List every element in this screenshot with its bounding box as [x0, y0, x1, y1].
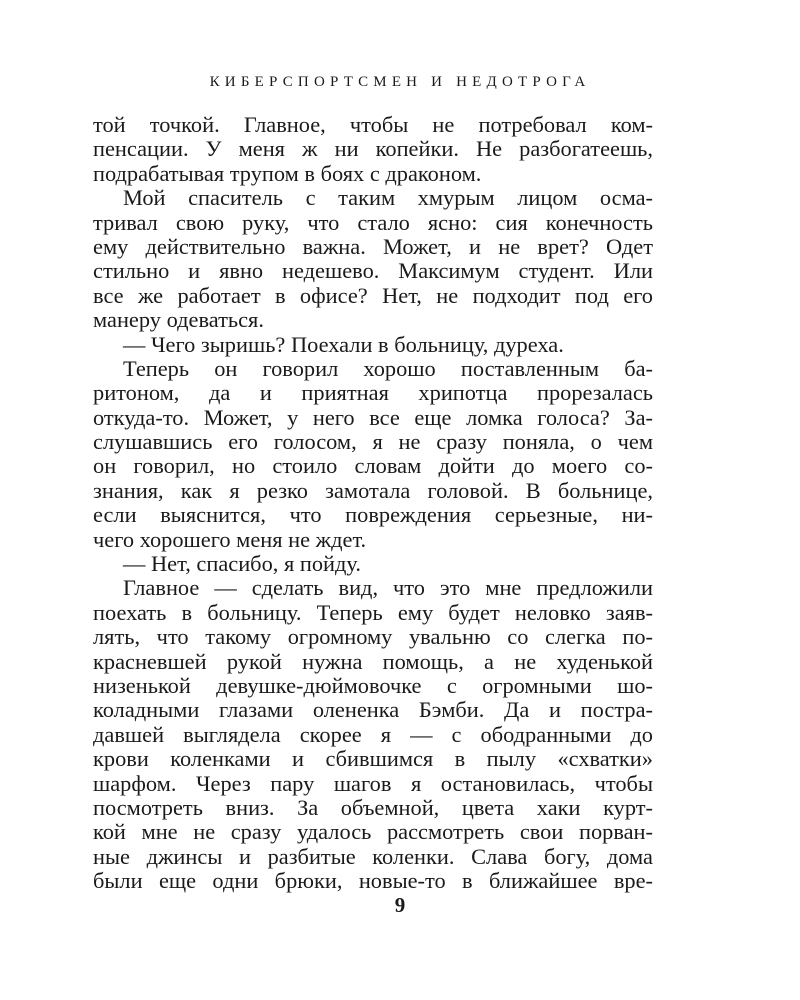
- text-line: подрабатывая трупом в боях с драконом.: [93, 160, 482, 186]
- text-line: тривал свою руку, что стало ясно: сия конечность: [93, 209, 653, 235]
- text-line: красневшей рукой нужна помощь, а не худенькой: [93, 648, 653, 674]
- running-head: КИБЕРСПОРТСМЕН И НЕДОТРОГА: [209, 74, 591, 90]
- text-line: Главное — сделать вид, что это мне предложили: [123, 575, 653, 601]
- text-line: все же работает в офисе? Нет, не подходит под его: [93, 282, 653, 308]
- text-line: поехать в больницу. Теперь ему будет неловко заяв-: [93, 599, 653, 625]
- page-number: 9: [394, 893, 406, 917]
- text-line: если выяснится, что повреждения серьезные, ни-: [93, 502, 653, 528]
- text-line: были еще одни брюки, новые-то в ближайшее вре-: [93, 868, 653, 894]
- text-line: ему действительно важна. Может, и не врет? Одет: [93, 233, 653, 259]
- text-line: ритоном, да и приятная хрипотца прорезалась: [93, 380, 653, 406]
- text-line: знания, как я резко замотала головой. В больнице,: [93, 477, 653, 503]
- text-line: пенсации. У меня ж ни копейки. Не разбогатеешь,: [93, 136, 653, 162]
- text-line: Мой спаситель с таким хмурым лицом осма-: [123, 185, 653, 211]
- text-line: той точкой. Главное, чтобы не потребовал ком-: [93, 112, 653, 137]
- body-text: [93, 113, 653, 894]
- text-line: низенькой девушке-дюймовочке с огромными шо-: [93, 672, 653, 698]
- text-line: он говорил, но стоило словам дойти до моего со-: [93, 453, 653, 479]
- text-line: ные джинсы и разбитые коленки. Слава богу, дома: [93, 843, 653, 869]
- text-line: кой мне не сразу удалось рассмотреть свои порван-: [93, 819, 653, 845]
- text-line: слушавшись его голосом, я не сразу поняла, о чем: [93, 429, 653, 455]
- text-line: коладными глазами олененка Бэмби. Да и постра-: [93, 697, 653, 723]
- text-line: посмотреть вниз. За объемной, цвета хаки курт-: [93, 794, 653, 820]
- text-line: манеру одеваться.: [93, 307, 264, 333]
- text-line: — Нет, спасибо, я пойду.: [123, 551, 361, 577]
- text-line: крови коленками и сбившимся в пылу «схватки»: [93, 746, 653, 772]
- text-line: шарфом. Через пару шагов я остановилась, чтобы: [93, 770, 653, 796]
- text-line: давшей выглядела скорее я — с ободранными до: [93, 721, 653, 747]
- text-line: стильно и явно недешево. Максимум студент. Или: [93, 258, 653, 284]
- text-line: откуда-то. Может, у него все еще ломка голоса? За-: [93, 404, 653, 430]
- text-line: — Чего зыришь? Поехали в больницу, дуреха.: [123, 331, 564, 357]
- text-line: чего хорошего меня не ждет.: [93, 526, 367, 552]
- text-line: Теперь он говорил хорошо поставленным ба-: [123, 355, 653, 381]
- text-line: лять, что такому огромному увальню со слегка по-: [93, 624, 653, 650]
